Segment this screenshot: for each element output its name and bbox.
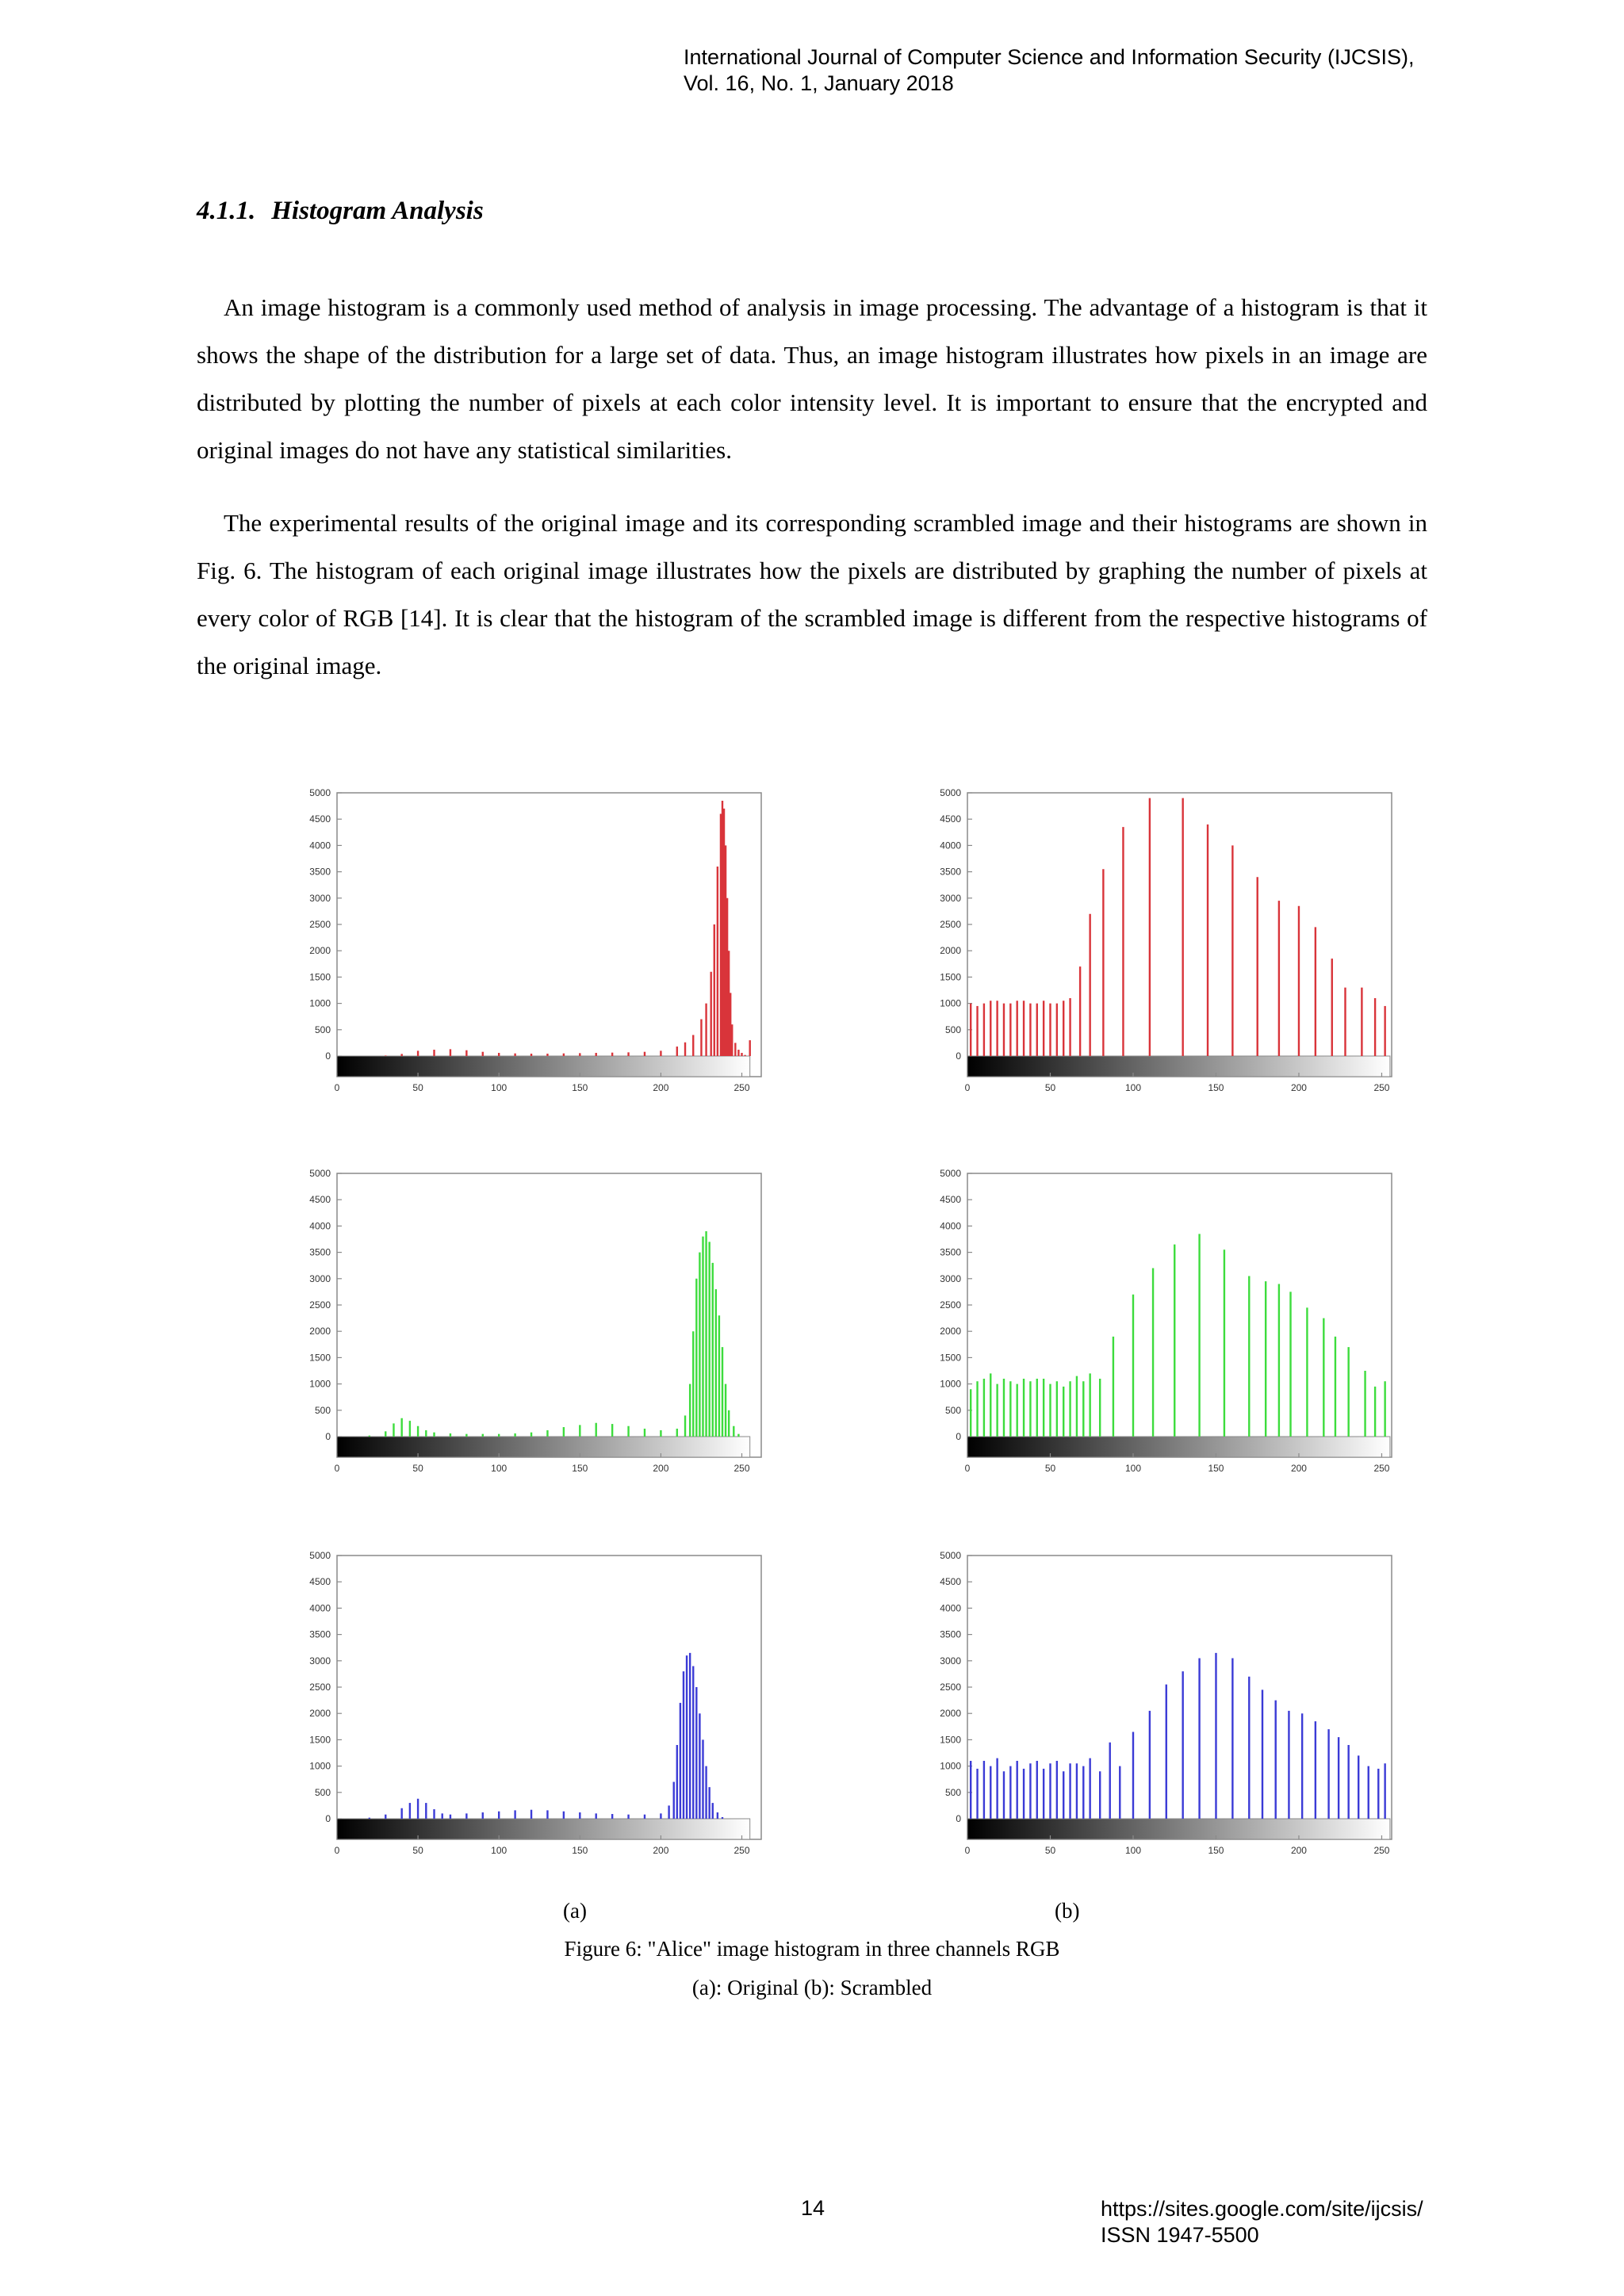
y-tick-label: 0: [956, 1050, 961, 1062]
x-tick-label: 150: [572, 1845, 588, 1856]
paragraph-1: An image histogram is a commonly used method of analysis in image processing. The advantage of a histogram is that it shows the shape of the distribution for a large set of data. Thus, an image histogram illustrates how pixels in an image are distributed by plotting the number of pixels at each color intensity level. It is important to ensure that the encrypted and original images do not have any statistical similarities.: [197, 293, 1427, 464]
y-tick-label: 3000: [309, 1655, 331, 1667]
y-tick-label: 4000: [940, 840, 961, 851]
y-tick-label: 1000: [940, 1760, 961, 1772]
y-tick-label: 2500: [309, 919, 331, 930]
y-tick-label: 4500: [309, 1576, 331, 1588]
x-tick-label: 50: [412, 1845, 423, 1856]
x-tick-label: 200: [1290, 1082, 1307, 1093]
y-tick-label: 2500: [309, 1682, 331, 1693]
x-tick-label: 250: [1373, 1082, 1390, 1093]
figure-label-a: (a): [563, 1899, 587, 1923]
intensity-gradient-bar: [337, 1437, 750, 1457]
x-tick-label: 250: [1373, 1845, 1390, 1856]
y-tick-label: 1000: [309, 1760, 331, 1772]
y-tick-label: 2000: [940, 945, 961, 957]
y-tick-label: 500: [944, 1786, 961, 1798]
x-tick-label: 250: [733, 1463, 750, 1474]
y-tick-label: 1500: [940, 1734, 961, 1746]
page-number: 14: [801, 2196, 825, 2220]
y-tick-label: 1500: [309, 971, 331, 983]
footer-issn: ISSN 1947-5500: [1101, 2223, 1259, 2247]
y-tick-label: 500: [314, 1404, 331, 1416]
x-tick-label: 0: [964, 1082, 971, 1093]
y-tick-label: 1500: [940, 971, 961, 983]
intensity-gradient-bar: [967, 1819, 1390, 1839]
x-tick-label: 150: [572, 1463, 588, 1474]
y-tick-label: 2000: [940, 1708, 961, 1720]
y-tick-label: 2500: [940, 1299, 961, 1311]
y-tick-label: 0: [956, 1431, 961, 1442]
x-tick-label: 100: [1124, 1463, 1141, 1474]
x-tick-label: 50: [1044, 1845, 1056, 1856]
x-tick-label: 0: [334, 1082, 340, 1093]
x-tick-label: 100: [491, 1845, 508, 1856]
x-tick-label: 200: [653, 1845, 669, 1856]
y-tick-label: 3000: [940, 1272, 961, 1284]
y-tick-label: 1500: [309, 1352, 331, 1364]
y-tick-label: 4500: [309, 813, 331, 825]
x-tick-label: 100: [491, 1082, 508, 1093]
y-tick-label: 1000: [309, 1378, 331, 1390]
page-footer: [1101, 2196, 1423, 2248]
y-tick-label: 3500: [309, 866, 331, 878]
x-tick-label: 50: [412, 1463, 423, 1474]
x-tick-label: 50: [1044, 1082, 1056, 1093]
section-heading: [197, 197, 484, 226]
y-tick-label: 4500: [940, 813, 961, 825]
y-tick-label: 500: [944, 1024, 961, 1035]
x-tick-label: 100: [491, 1463, 508, 1474]
figure-subcaption: (a): Original (b): Scrambled: [691, 1976, 933, 1999]
x-tick-label: 150: [1208, 1082, 1224, 1093]
y-tick-label: 3500: [940, 1628, 961, 1640]
x-tick-label: 0: [334, 1463, 340, 1474]
y-tick-label: 2000: [309, 1708, 331, 1720]
y-tick-label: 3000: [309, 1272, 331, 1284]
intensity-gradient-bar: [337, 1056, 750, 1077]
histogram-scrambled-green: [916, 1165, 1408, 1490]
figure-label-b: (b): [1055, 1899, 1080, 1923]
journal-volume: Vol. 16, No. 1, January 2018: [684, 71, 954, 95]
y-tick-label: 4000: [940, 1602, 961, 1614]
x-tick-label: 150: [1208, 1845, 1224, 1856]
histogram-scrambled-red: [916, 785, 1408, 1110]
y-tick-label: 5000: [940, 1168, 961, 1179]
y-tick-label: 3000: [940, 1655, 961, 1667]
paragraph-2: The experimental results of the original image and its corresponding scrambled image and their histograms are shown in Fig. 6. The histogram of each original image illustrates how the pixels are distributed by graphing the number of pixels at every color of RGB [14]. It is clear that the histogram of the scrambled image is different from the respective histograms of the original image.: [197, 509, 1427, 679]
x-tick-label: 200: [653, 1463, 669, 1474]
y-tick-label: 5000: [940, 787, 961, 798]
plot-frame: [337, 793, 761, 1077]
y-tick-label: 1000: [309, 997, 331, 1009]
x-tick-label: 250: [733, 1845, 750, 1856]
y-tick-label: 4000: [309, 840, 331, 851]
y-tick-label: 3500: [309, 1628, 331, 1640]
x-tick-label: 100: [1124, 1082, 1141, 1093]
y-tick-label: 5000: [940, 1550, 961, 1561]
intensity-gradient-bar: [967, 1056, 1390, 1077]
plot-frame: [337, 1173, 761, 1457]
y-tick-label: 3500: [940, 1246, 961, 1258]
y-tick-label: 2500: [309, 1299, 331, 1311]
running-header: [684, 44, 1414, 97]
y-tick-label: 1500: [940, 1352, 961, 1364]
y-tick-label: 5000: [309, 787, 331, 798]
histogram-original-green: [285, 1165, 777, 1490]
figure-caption: Figure 6: "Alice" image histogram in three channels RGB: [564, 1937, 1060, 1961]
y-tick-label: 4500: [940, 1194, 961, 1206]
y-tick-label: 4000: [309, 1602, 331, 1614]
section-number: 4.1.1.: [197, 197, 256, 225]
y-tick-label: 0: [325, 1050, 331, 1062]
x-tick-label: 0: [334, 1845, 340, 1856]
y-tick-label: 3500: [309, 1246, 331, 1258]
y-tick-label: 5000: [309, 1550, 331, 1561]
y-tick-label: 4000: [309, 1220, 331, 1232]
histogram-original-blue: [285, 1548, 777, 1873]
y-tick-label: 4500: [940, 1576, 961, 1588]
x-tick-label: 250: [733, 1082, 750, 1093]
section-title: Histogram Analysis: [271, 197, 484, 225]
histogram-scrambled-blue: [916, 1548, 1408, 1873]
x-tick-label: 200: [1290, 1845, 1307, 1856]
y-tick-label: 2000: [309, 945, 331, 957]
x-tick-label: 200: [1290, 1463, 1307, 1474]
x-tick-label: 100: [1124, 1845, 1141, 1856]
y-tick-label: 2500: [940, 919, 961, 930]
x-tick-label: 50: [412, 1082, 423, 1093]
y-tick-label: 1000: [940, 1378, 961, 1390]
plot-frame: [337, 1556, 761, 1839]
y-tick-label: 0: [956, 1813, 961, 1824]
x-tick-label: 150: [1208, 1463, 1224, 1474]
y-tick-label: 500: [314, 1024, 331, 1035]
y-tick-label: 3000: [940, 892, 961, 904]
histogram-original-red: [285, 785, 777, 1110]
intensity-gradient-bar: [337, 1819, 750, 1839]
y-tick-label: 1000: [940, 997, 961, 1009]
y-tick-label: 4500: [309, 1194, 331, 1206]
y-tick-label: 2000: [309, 1326, 331, 1337]
x-tick-label: 0: [964, 1463, 971, 1474]
y-tick-label: 3500: [940, 866, 961, 878]
y-tick-label: 4000: [940, 1220, 961, 1232]
y-tick-label: 0: [325, 1431, 331, 1442]
y-tick-label: 500: [314, 1786, 331, 1798]
y-tick-label: 2000: [940, 1326, 961, 1337]
footer-url: https://sites.google.com/site/ijcsis/: [1101, 2197, 1423, 2221]
journal-title: International Journal of Computer Science and Information Security (IJCSIS),: [684, 45, 1415, 69]
x-tick-label: 150: [572, 1082, 588, 1093]
y-tick-label: 500: [944, 1404, 961, 1416]
y-tick-label: 1500: [309, 1734, 331, 1746]
x-tick-label: 50: [1044, 1463, 1056, 1474]
intensity-gradient-bar: [967, 1437, 1390, 1457]
y-tick-label: 0: [325, 1813, 331, 1824]
y-tick-label: 5000: [309, 1168, 331, 1179]
x-tick-label: 200: [653, 1082, 669, 1093]
x-tick-label: 0: [964, 1845, 971, 1856]
x-tick-label: 250: [1373, 1463, 1390, 1474]
y-tick-label: 2500: [940, 1682, 961, 1693]
y-tick-label: 3000: [309, 892, 331, 904]
